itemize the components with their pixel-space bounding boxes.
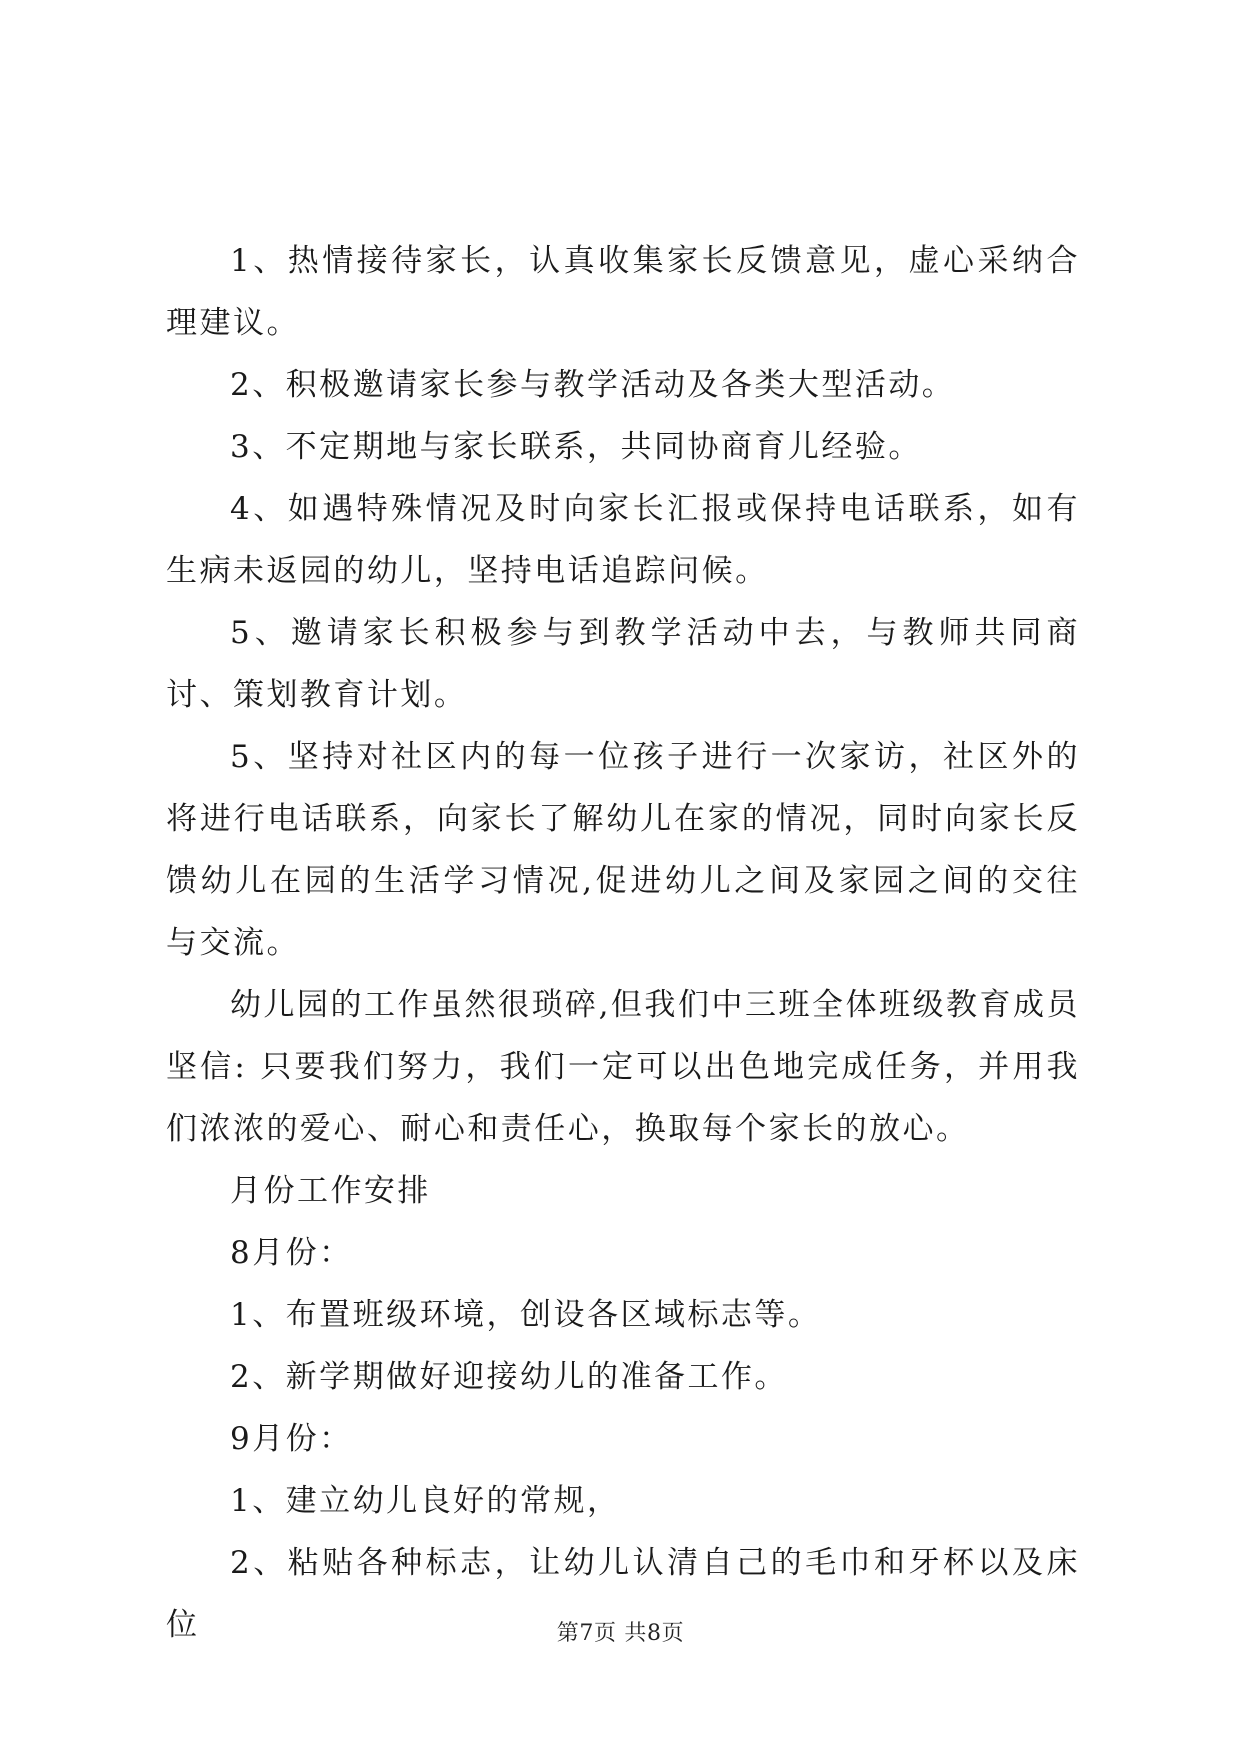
paragraph-invite-parents: 2、积极邀请家长参与教学活动及各类大型活动。 bbox=[230, 367, 956, 403]
list-item-september-1: 1、建立幼儿良好的常规， bbox=[230, 1483, 621, 1519]
paragraph-special-cases: 4、如遇特殊情况及时向家长汇报或保持电话联系，如有生病未返园的幼儿，坚持电话追踪问候。 bbox=[166, 491, 1080, 589]
document-body bbox=[166, 230, 1080, 1656]
page-number-footer: 第7页 共8页 bbox=[556, 1621, 685, 1646]
month-heading-august: 8月份： bbox=[230, 1235, 353, 1271]
paragraph-contact-parents: 3、不定期地与家长联系，共同协商育儿经验。 bbox=[230, 429, 922, 465]
paragraph-parent-feedback: 1、热情接待家长，认真收集家长反馈意见，虚心采纳合理建议。 bbox=[166, 243, 1080, 341]
list-item-august-2: 2、新学期做好迎接幼儿的准备工作。 bbox=[230, 1359, 788, 1395]
paragraph-plan-education: 5、邀请家长积极参与到教学活动中去，与教师共同商讨、策划教育计划。 bbox=[166, 615, 1080, 713]
section-heading-monthly-plan: 月份工作安排 bbox=[230, 1173, 431, 1209]
paragraph-commitment: 幼儿园的工作虽然很琐碎,但我们中三班全体班级教育成员坚信: 只要我们努力，我们一定可以出色地完成任务，并用我们浓浓的爱心、耐心和责任心，换取每个家长的放心。 bbox=[166, 987, 1080, 1147]
paragraph-home-visits: 5、坚持对社区内的每一位孩子进行一次家访，社区外的将进行电话联系，向家长了解幼儿在家的情况，同时向家长反馈幼儿在园的生活学习情况,促进幼儿之间及家园之间的交往与交流。 bbox=[166, 739, 1080, 961]
month-heading-september: 9月份： bbox=[230, 1421, 353, 1457]
list-item-september-2: 2、粘贴各种标志，让幼儿认清自己的毛巾和牙杯以及床位 bbox=[166, 1545, 1080, 1643]
list-item-august-1: 1、布置班级环境，创设各区域标志等。 bbox=[230, 1297, 822, 1333]
